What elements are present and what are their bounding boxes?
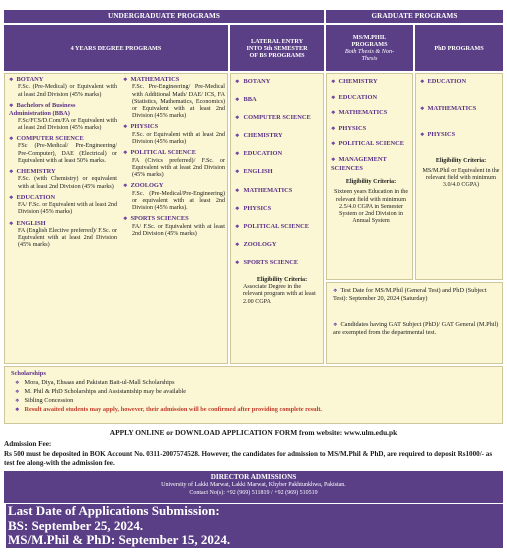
director-title: DIRECTOR ADMISSIONS — [210, 473, 297, 481]
program-requirement: FA (Civics preferred)/ F.Sc. or Equivalent with at least 2nd Division (45% marks) — [132, 157, 225, 179]
list-item — [331, 94, 411, 103]
diamond-bullet-icon: ❖ — [331, 142, 336, 148]
phd-header-text: PhD PROGRAMS — [434, 44, 484, 52]
eligibility-label: Eligibility Criteria: — [345, 179, 397, 186]
scholarships-title: Scholarships — [11, 370, 46, 377]
list-item — [235, 223, 321, 232]
diamond-bullet-icon: ❖ — [9, 103, 14, 109]
admission-fee-title: Admission Fee: — [4, 440, 52, 448]
program-item — [123, 215, 225, 238]
diamond-bullet-icon: ❖ — [15, 408, 20, 413]
diamond-bullet-icon: ❖ — [9, 195, 14, 201]
diamond-bullet-icon: ❖ — [331, 111, 336, 117]
list-item-label: PHYSICS — [427, 131, 456, 139]
list-item-label: M. Phil & PhD Scholarships and Assistantship may be available — [24, 388, 187, 395]
diamond-bullet-icon: ❖ — [235, 152, 240, 158]
diamond-bullet-icon: ❖ — [235, 98, 240, 104]
diamond-bullet-icon: ❖ — [123, 151, 128, 157]
program-item — [9, 168, 117, 191]
lateral-program-list — [235, 78, 321, 306]
list-item — [420, 78, 502, 87]
phd-eligibility — [420, 158, 502, 190]
program-item — [123, 76, 225, 120]
list-item — [235, 114, 321, 123]
eligibility-text: MS/M.Phil or Equivalent in the relevant field with minimum 3.0/4.0 CGPA) — [422, 167, 500, 189]
program-name: Bachelors of Business Administration (BBA) — [9, 101, 76, 118]
list-item — [331, 78, 411, 87]
program-item — [123, 182, 225, 212]
diamond-bullet-icon: ❖ — [235, 224, 240, 230]
diamond-bullet-icon: ❖ — [9, 78, 14, 83]
bs-column-b — [123, 76, 225, 241]
bs-programs-panel — [4, 73, 228, 364]
list-item — [235, 187, 321, 196]
program-name: ENGLISH — [16, 219, 46, 227]
diamond-bullet-icon: ❖ — [235, 242, 240, 248]
list-item — [15, 379, 500, 388]
program-item — [9, 102, 117, 132]
scholarships-list — [15, 379, 500, 415]
director-contact: Contact No(s): +92 (969) 511819 / +92 (969) 510519 — [189, 489, 318, 496]
result-awaited-warning — [15, 406, 500, 415]
msmphil-header — [326, 25, 413, 71]
program-requirement: F.Sc. Pre-Engineering/ Pre-Medical with Additional Math/ DAE/ ICS, FA (Statistics, Mathematics, Economics) or Equivalent with at least 2nd Division (45% marks) — [132, 84, 225, 120]
diamond-bullet-icon: ❖ — [9, 170, 14, 176]
test-date-text: Test Date for MS/M.Phil (General Test) and PhD (Subject Test): September 20, 2024 (Saturday) — [333, 287, 487, 303]
msmphil-header-line: PROGRAMS — [351, 41, 388, 48]
program-name: BOTANY — [16, 76, 44, 83]
diamond-bullet-icon: ❖ — [123, 184, 128, 190]
list-item-label: CHEMISTRY — [243, 132, 283, 140]
list-item — [235, 96, 321, 105]
gat-exemption-text: Candidates having GAT Subject (PhD)/ GAT General (M.Phil) are exempted from the departmental test. — [333, 321, 499, 337]
list-item-label: EDUCATION — [427, 78, 467, 85]
phd-header — [415, 25, 503, 71]
lateral-entry-header — [230, 25, 324, 71]
diamond-bullet-icon: ❖ — [123, 78, 128, 83]
program-name: PHYSICS — [130, 123, 159, 131]
list-item-label: BBA — [243, 96, 257, 104]
diamond-bullet-icon: ❖ — [331, 95, 336, 101]
list-item-label: MANAGEMENT SCIENCES — [331, 155, 387, 172]
list-item-label: ENGLISH — [243, 168, 273, 176]
diamond-bullet-icon: ❖ — [420, 133, 425, 139]
list-item-label: CHEMISTRY — [338, 78, 378, 85]
four-year-header — [4, 25, 228, 71]
four-year-header-text: 4 YEARS DEGREE PROGRAMS — [70, 44, 162, 52]
diamond-bullet-icon: ❖ — [333, 289, 338, 294]
program-name: COMPUTER SCIENCE — [16, 135, 84, 143]
msmphil-header-line: MS/M.PHIL — [352, 34, 387, 41]
gat-exemption-info — [333, 321, 499, 337]
director-address: University of Lakki Marwat, Lakki Marwat, Khyber Pakhtunkhwa, Pakistan. — [161, 482, 346, 488]
test-date-info — [333, 287, 499, 303]
list-item-label: Mora, Diya, Ehsaas and Pakistan Bait-ul-Mall Scholarships — [24, 379, 175, 386]
list-item — [235, 259, 321, 268]
list-item — [331, 140, 411, 149]
msmphil-header-line: Thesis — [361, 55, 378, 62]
diamond-bullet-icon: ❖ — [235, 206, 240, 212]
msmphil-eligibility — [331, 179, 411, 225]
list-item — [15, 388, 500, 397]
diamond-bullet-icon: ❖ — [235, 170, 240, 176]
scholarships-panel — [4, 366, 503, 424]
program-requirement: F.Sc. (with Chemistry) or equivalent with at least 2nd Division (45% marks) — [18, 176, 117, 190]
list-item — [331, 156, 411, 172]
admission-poster — [4, 4, 503, 548]
list-item-label: SPORTS SCIENCE — [243, 258, 299, 266]
program-name: POLITICAL SCIENCE — [130, 149, 197, 157]
list-item — [15, 397, 500, 406]
diamond-bullet-icon: ❖ — [331, 126, 336, 132]
program-item — [9, 194, 117, 217]
diamond-bullet-icon: ❖ — [9, 221, 14, 227]
diamond-bullet-icon: ❖ — [15, 399, 20, 404]
program-name: MATHEMATICS — [130, 76, 180, 83]
deadline-ms: MS/M.Phil & PhD: September 15, 2024. — [8, 532, 231, 547]
lateral-header-line: LATERAL ENTRY — [250, 37, 304, 45]
lateral-header-line: INTO 5th SEMESTER — [246, 44, 308, 52]
list-item — [331, 125, 411, 134]
list-item — [235, 78, 321, 87]
diamond-bullet-icon: ❖ — [15, 390, 20, 395]
diamond-bullet-icon: ❖ — [235, 188, 240, 194]
undergraduate-header: UNDERGRADUATE PROGRAMS — [4, 10, 324, 23]
program-requirement: F.Sc. (Pre-Medical) or Equivalent with at least 2nd Division (45% marks) — [18, 84, 117, 98]
program-requirement: F.Sc/FCS/D.Com/FA or Equivalent with at least 2nd Division (45% marks) — [18, 117, 117, 131]
diamond-bullet-icon: ❖ — [123, 217, 128, 223]
list-item-label: PHYSICS — [338, 124, 367, 132]
program-name: ZOOLOGY — [130, 182, 164, 190]
list-item-label: MATHEMATICS — [243, 186, 293, 194]
program-name: CHEMISTRY — [16, 168, 56, 176]
program-item — [9, 76, 117, 99]
program-requirement: F.Sc. or Equivalent with at least 2nd Division (45% marks) — [132, 131, 225, 146]
test-dates-panel — [326, 282, 503, 364]
eligibility-text: Sixteen years Education in the relevant field with minimum 2.5/4.0 CGPA in Semester System or 2nd Division in Annual System — [333, 189, 409, 225]
diamond-bullet-icon: ❖ — [15, 381, 20, 386]
eligibility-label: Eligibility Criteria: — [256, 277, 308, 284]
program-item — [123, 149, 225, 179]
diamond-bullet-icon: ❖ — [123, 125, 128, 131]
list-item-label: Sibling Concession — [24, 397, 74, 404]
phd-program-list — [420, 78, 502, 190]
list-item-label: MATHEMATICS — [427, 104, 477, 112]
program-requirement: FA/ F.Sc. or Equivalent with at least 2nd Division (45% marks) — [132, 223, 225, 237]
list-item-label: MATHEMATICS — [338, 109, 388, 117]
deadline-bs: BS: September 25, 2024. — [8, 517, 144, 533]
list-item — [420, 131, 502, 140]
list-item-label: EDUCATION — [243, 150, 283, 158]
list-item-label: COMPUTER SCIENCE — [243, 114, 311, 122]
eligibility-label: Eligibility Criteria: — [435, 157, 487, 164]
diamond-bullet-icon: ❖ — [9, 137, 14, 143]
list-item-label: POLITICAL SCIENCE — [338, 140, 405, 148]
list-item-label: EDUCATION — [338, 93, 378, 101]
diamond-bullet-icon: ❖ — [331, 80, 336, 85]
lateral-eligibility — [235, 277, 321, 306]
diamond-bullet-icon: ❖ — [420, 80, 425, 85]
list-item-label: PHYSICS — [243, 204, 272, 212]
diamond-bullet-icon: ❖ — [235, 260, 240, 266]
list-item — [420, 105, 502, 114]
lateral-header-line: OF BS PROGRAMS — [249, 51, 305, 59]
diamond-bullet-icon: ❖ — [235, 116, 240, 122]
msmphil-panel — [326, 73, 413, 280]
diamond-bullet-icon: ❖ — [333, 323, 338, 328]
apply-online-line: APPLY ONLINE or DOWNLOAD APPLICATION FORM from website: www.ulm.edu.pk — [109, 428, 398, 437]
program-requirement: FA/ F.Sc. or Equivalent with at least 2nd Division (45% marks) — [18, 202, 117, 216]
program-name: EDUCATION — [16, 193, 56, 201]
graduate-header: GRADUATE PROGRAMS — [326, 10, 503, 23]
diamond-bullet-icon: ❖ — [235, 80, 240, 85]
diamond-bullet-icon: ❖ — [420, 106, 425, 112]
program-requirement: F.Sc. (Pre-Medical/Pre-Engineering) or equivalent with at least 2nd Division (45% marks). — [132, 190, 225, 212]
msmphil-header-line: Both Thesis & Non- — [344, 48, 395, 55]
program-item — [9, 135, 117, 165]
list-item — [235, 241, 321, 250]
phd-panel — [415, 73, 503, 280]
deadline-title: Last Date of Applications Submission: — [8, 503, 220, 518]
program-item — [123, 123, 225, 146]
msmphil-program-list — [331, 78, 411, 225]
list-item — [235, 205, 321, 214]
list-item — [331, 109, 411, 118]
program-requirement: FA (English Elective preferred)/ F.Sc. or Equivalent with at least 2nd Division (45% marks) — [18, 228, 117, 249]
program-item — [9, 220, 117, 250]
director-admissions-box — [4, 471, 503, 503]
diamond-bullet-icon: ❖ — [235, 134, 240, 140]
diamond-bullet-icon: ❖ — [331, 157, 336, 163]
list-item — [235, 132, 321, 141]
lateral-entry-panel — [230, 73, 324, 364]
program-requirement: FSc (Pre-Medical/ Pre-Engineering/ Pre-Computer), DAE (Electrical) or Equivalent with at least 50% marks. — [18, 143, 117, 164]
deadline-box — [6, 504, 503, 548]
warning-text: Result awaited students may apply, however, their admission will be confirmed after providing complete result. — [24, 406, 323, 413]
list-item — [235, 168, 321, 177]
program-name: SPORTS SCIENCES — [130, 215, 189, 223]
list-item-label: ZOOLOGY — [243, 240, 277, 248]
eligibility-text: Associate Degree in the relevant program with at least 2.00 CGPA — [243, 284, 316, 305]
bs-column-a — [9, 76, 117, 253]
list-item-label: POLITICAL SCIENCE — [243, 222, 310, 230]
list-item — [235, 150, 321, 159]
admission-fee-text: Rs 500 must be deposited in BOK Account No. 0311-2007574528. However, the candidates for admission to MS/M.Phil & PhD, are required to deposit Rs1000/- as test fee along-with the admission fee. — [4, 450, 493, 467]
list-item-label: BOTANY — [243, 78, 271, 85]
